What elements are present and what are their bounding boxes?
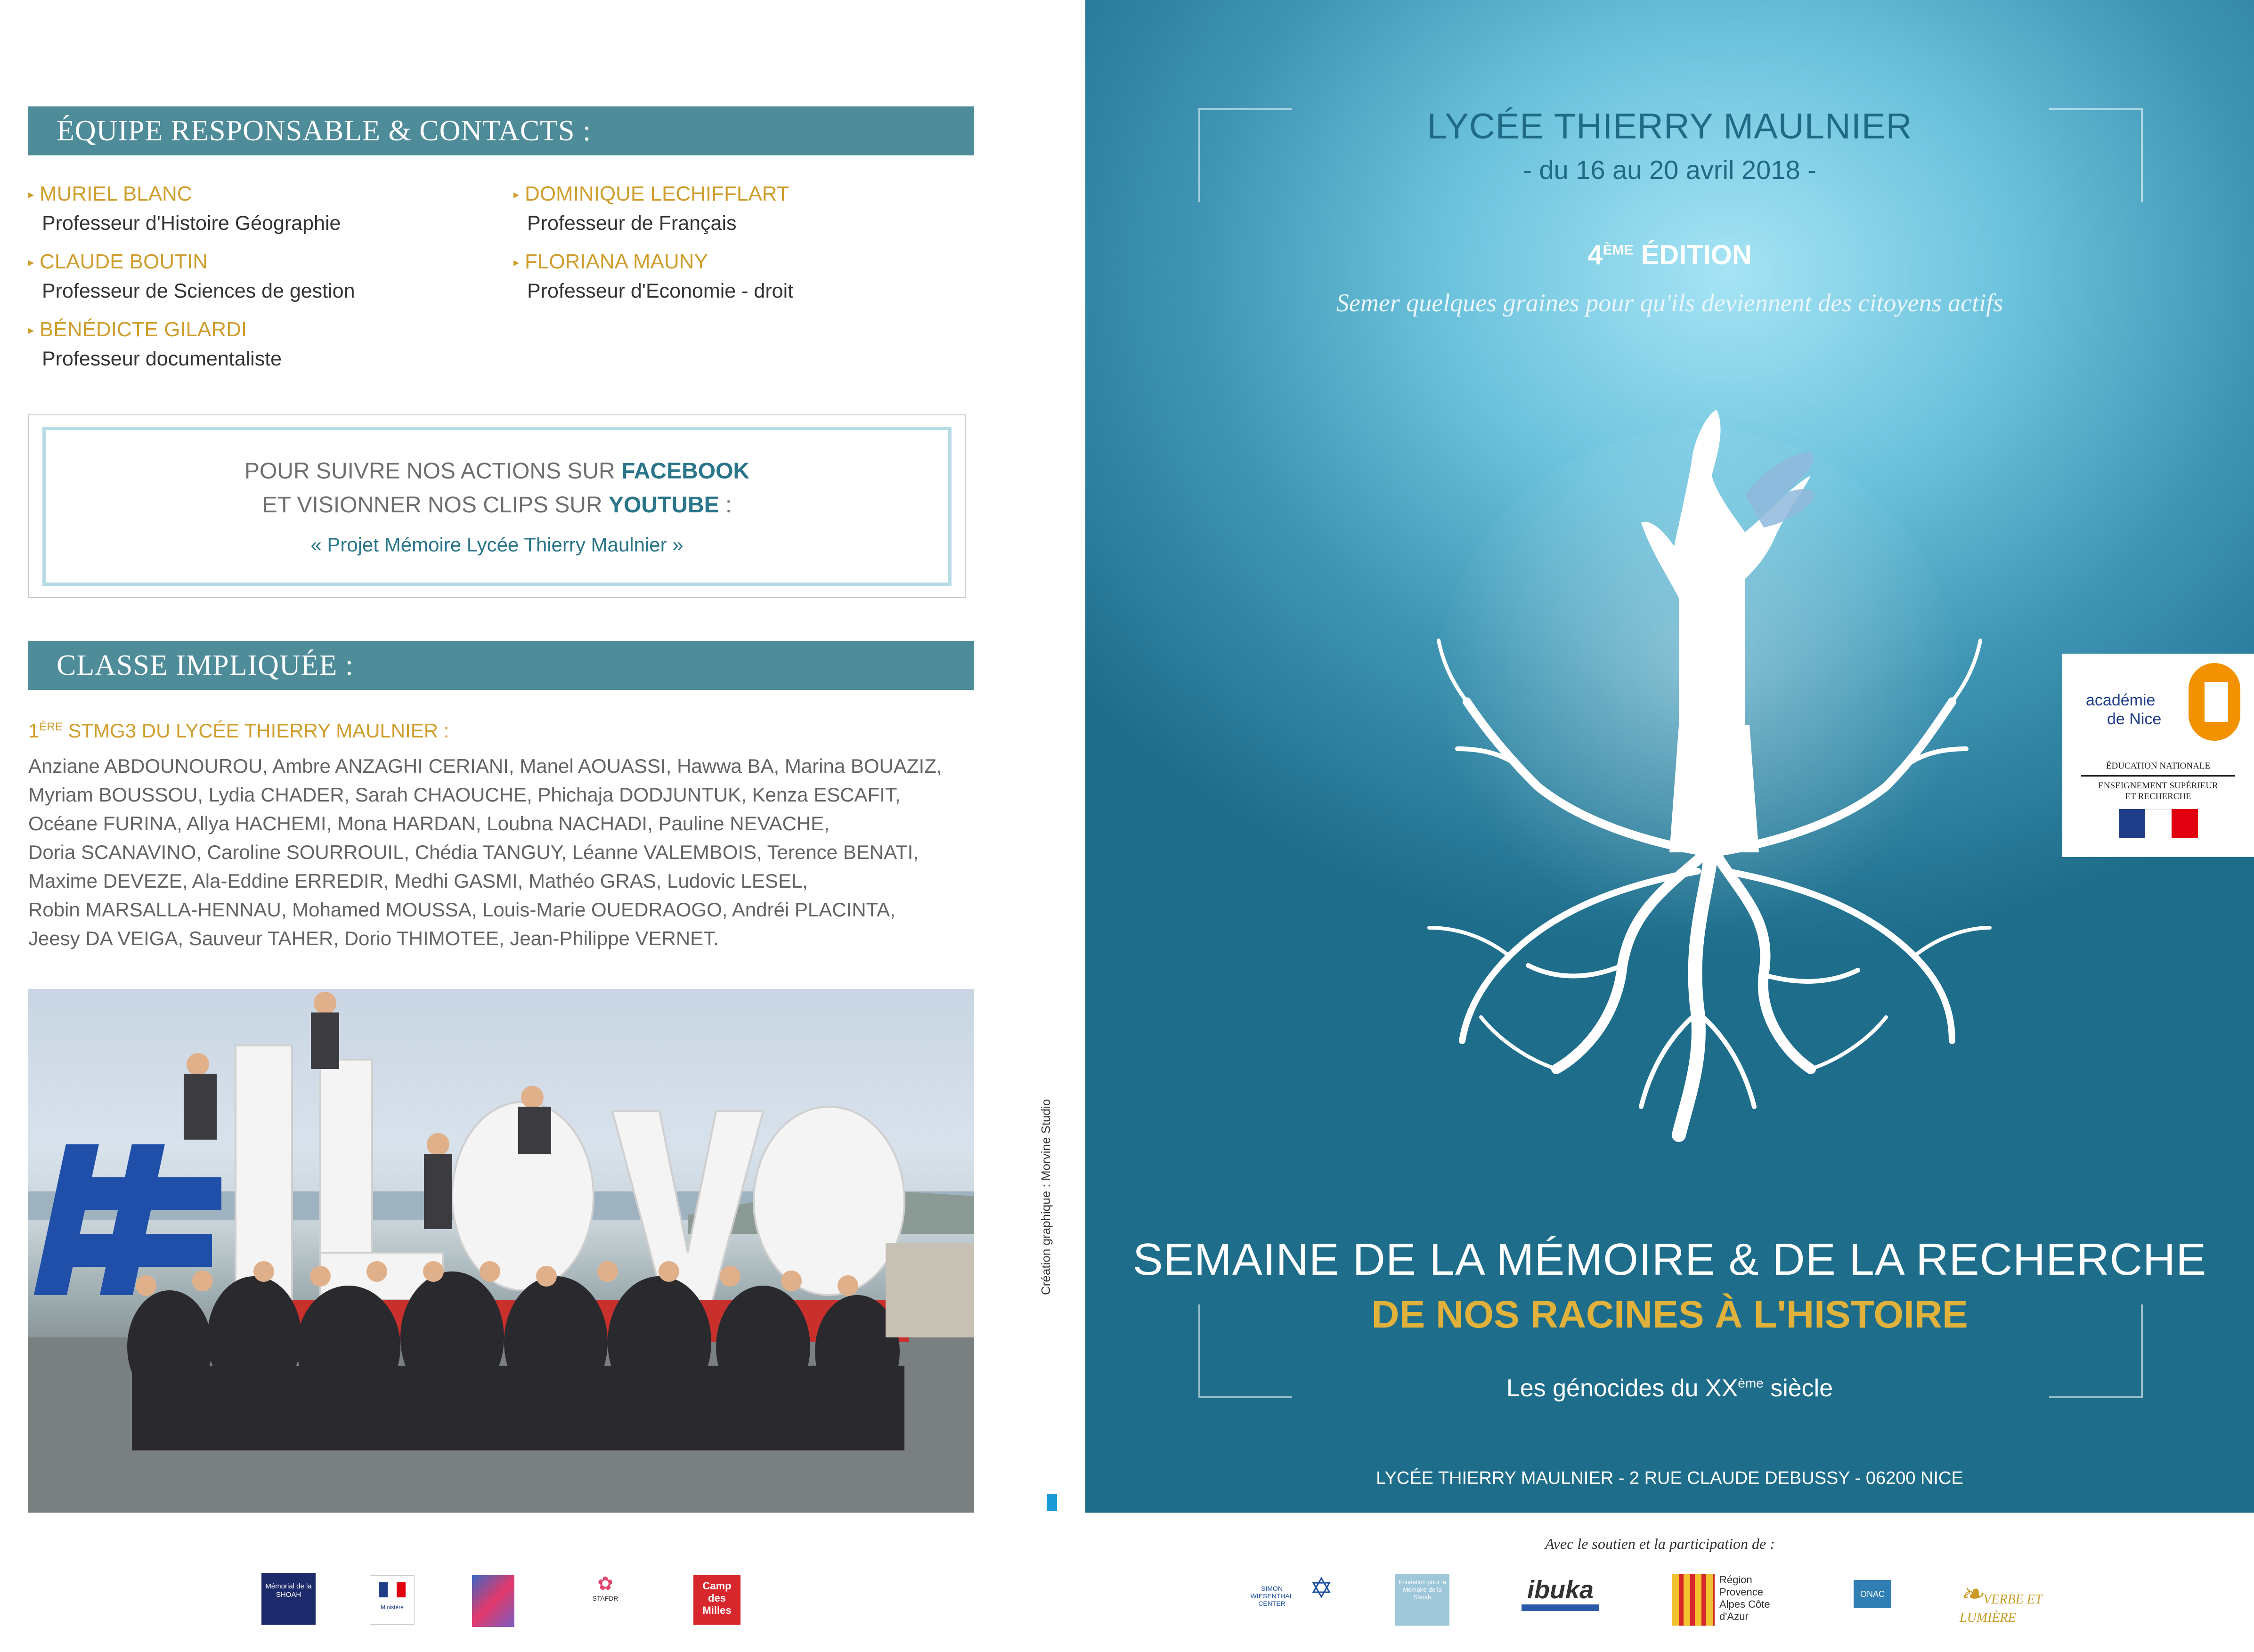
edition-number: 4ÈME ÉDITION (1587, 240, 1752, 270)
sponsors-label: Avec le soutien et la participation de : (1545, 1535, 1775, 1552)
student-line: Anziane ABDOUNOUROU, Ambre ANZAGHI CERIANI, Manel AOUASSI, Hawwa BA, Marina BOUAZIZ, (28, 755, 942, 777)
ministry-logo: Ministère (370, 1575, 415, 1625)
school-address: LYCÉE THIERRY MAULNIER - 2 RUE CLAUDE DEBUSSY - 06200 NICE (1376, 1468, 1963, 1488)
student-line: Robin MARSALLA-HENNAU, Mohamed MOUSSA, Louis-Marie OUEDRAOGO, Andréi PLACINTA, (28, 899, 895, 921)
ibuka-logo: ibuka (1503, 1575, 1618, 1625)
flame-icon: ❧ (1960, 1579, 1984, 1610)
main-title: SEMAINE DE LA MÉMOIRE & DE LA RECHERCHE (1132, 1234, 2207, 1285)
theme: Les génocides du XXème siècle (1506, 1375, 1833, 1402)
student-list (28, 752, 980, 953)
memorial-shoah-logo: Mémorial de la SHOAH (261, 1573, 316, 1625)
region-paca-logo: Région Provence Alpes Côte d'Azur (1672, 1574, 1781, 1626)
contact-item (28, 316, 490, 373)
graphic-credit: Création graphique : Morvine Studio (1039, 1099, 1053, 1295)
contact-name: FLORIANA MAUNY (525, 250, 708, 273)
badge-line: ET RECHERCHE (2125, 792, 2191, 802)
region-flag-icon (1672, 1574, 1715, 1626)
contact-role: Professeur documentaliste (42, 348, 282, 371)
contact-name: DOMINIQUE LECHIFFLART (525, 182, 789, 205)
wiesenthal-center-logo: SIMON WIESENTHAL CENTER ✡ (1250, 1572, 1334, 1607)
badge-line: ENSEIGNEMENT SUPÉRIEUR (2098, 781, 2218, 791)
bullet-icon: ▸ (28, 256, 34, 269)
class-name: 1ÈRE STMG3 DU LYCÉE THIERRY MAULNIER : (28, 720, 449, 742)
contact-name: CLAUDE BOUTIN (40, 250, 208, 273)
hand-roots-illustration (1387, 400, 2009, 1144)
student-line: Océane FURINA, Allya HACHEMI, Mona HARDAN, Loubna NACHADI, Pauline NEVACHE, (28, 812, 830, 834)
subtitle: DE NOS RACINES À L'HISTOIRE (1371, 1293, 1968, 1336)
fondation-memoire-logo: Fondation pour la Mémoire de la Shoah (1395, 1574, 1449, 1626)
student-line: Maxime DEVEZE, Ala-Eddine ERREDIR, Medhi GASMI, Mathéo GRAS, Ludovic LESEL, (28, 870, 808, 892)
contact-role: Professeur de Sciences de gestion (42, 280, 355, 303)
de-nice-label: de Nice (2107, 710, 2162, 728)
contact-name: BÉNÉDICTE GILARDI (40, 318, 247, 341)
youtube-link[interactable]: YOUTUBE (608, 493, 719, 518)
student-line: Doria SCANAVINO, Caroline SOURROUIL, Chédia TANGUY, Léanne VALEMBOIS, Terence BENATI, (28, 841, 919, 863)
academie-nice-logo (2062, 654, 2254, 857)
class-section-header: CLASSE IMPLIQUÉE : (28, 641, 974, 690)
student-line: Jeesy DA VEIGA, Sauveur TAHER, Dorio THIMOTEE, Jean-Philippe VERNET. (28, 927, 719, 949)
contact-item (28, 180, 490, 237)
social-follow-inner (42, 427, 952, 586)
contact-name: MURIEL BLANC (40, 182, 192, 205)
group-photo-illustration (28, 989, 974, 1513)
school-name: LYCÉE THIERRY MAULNIER (1427, 106, 1912, 146)
project-name: « Projet Mémoire Lycée Thierry Maulnier » (310, 534, 684, 556)
contact-item (513, 248, 975, 305)
event-dates: - du 16 au 20 avril 2018 - (1523, 155, 1816, 185)
contact-item (28, 248, 490, 305)
facebook-link[interactable]: FACEBOOK (621, 459, 750, 484)
bullet-icon: ▸ (28, 324, 34, 337)
stafdr-logo: ✿ STAFDR (579, 1573, 631, 1625)
bullet-icon: ▸ (28, 188, 34, 202)
group-photo (28, 989, 974, 1513)
flag-icon (2119, 809, 2145, 838)
verbe-et-lumiere-logo: ❧VERBE ET LUMIÈRE (1960, 1579, 2042, 1625)
camp-des-milles-logo: Camp des Milles (693, 1575, 740, 1625)
flower-icon: ✿ (597, 1573, 613, 1594)
star-icon: ✡ (1310, 1572, 1334, 1604)
social-follow-box (28, 414, 966, 598)
team-section-header: ÉQUIPE RESPONSABLE & CONTACTS : (28, 106, 974, 155)
onac-logo: ONAC (1847, 1575, 1898, 1625)
academie-label: académie (2086, 691, 2156, 709)
contact-role: Professeur d'Economie - droit (527, 280, 794, 303)
studio-logo-icon (1047, 1494, 1057, 1511)
bullet-icon: ▸ (513, 256, 520, 269)
facebook-line: POUR SUIVRE NOS ACTIONS SUR FACEBOOK (244, 459, 750, 484)
contact-role: Professeur de Français (527, 212, 737, 235)
youtube-line: ET VISIONNER NOS CLIPS SUR YOUTUBE : (262, 493, 732, 518)
tagline: Semer quelques graines pour qu'ils deviennent des citoyens actifs (1336, 289, 2003, 317)
memory-project-logo (472, 1575, 514, 1627)
badge-line: ÉDUCATION NATIONALE (2106, 761, 2211, 771)
contact-item (513, 180, 975, 237)
contact-role: Professeur d'Histoire Géographie (42, 212, 341, 235)
bullet-icon: ▸ (513, 188, 520, 202)
student-line: Myriam BOUSSOU, Lydia CHADER, Sarah CHAOUCHE, Phichaja DODJUNTUK, Kenza ESCAFIT, (28, 784, 901, 806)
